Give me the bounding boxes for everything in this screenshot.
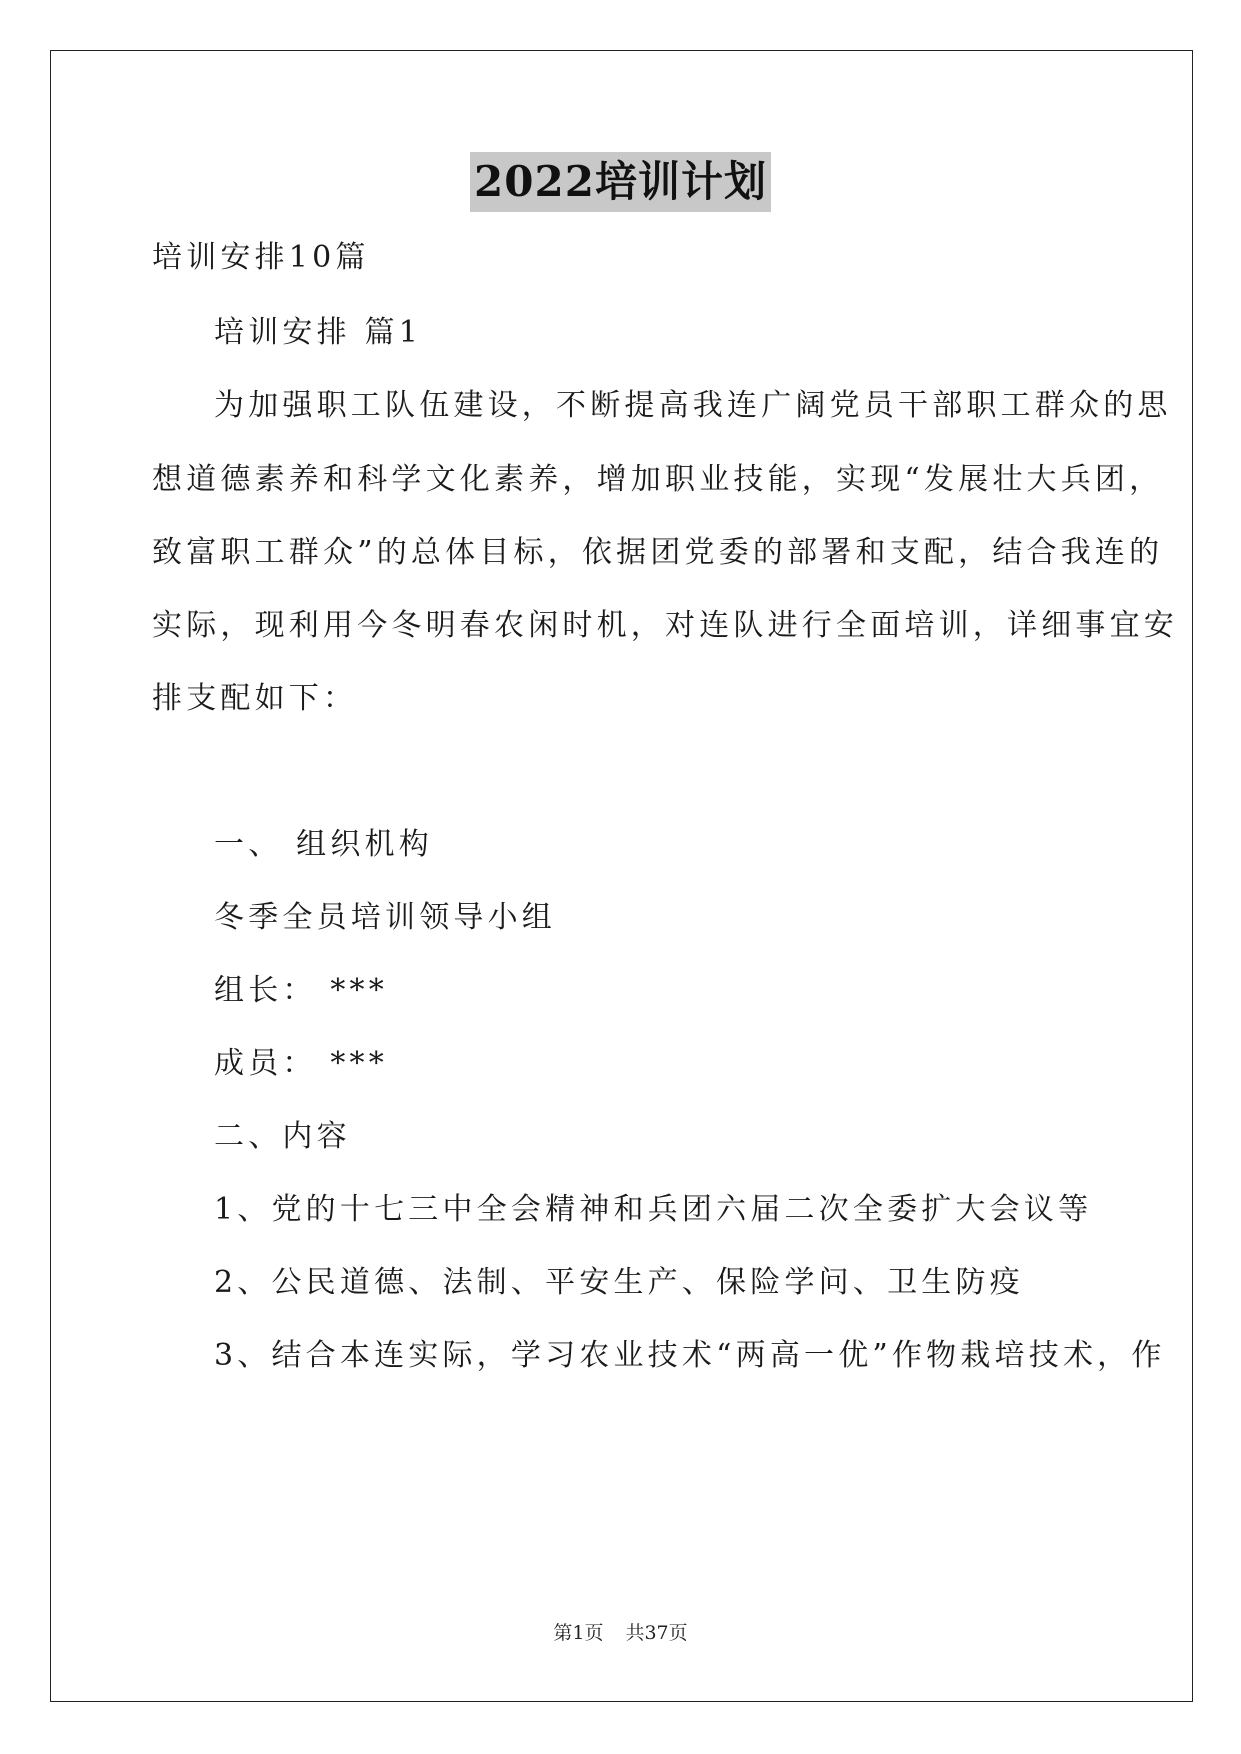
page-footer xyxy=(0,1621,1241,1645)
paragraph-line: 实际，现利用今冬明春农闲时机，对连队进行全面培训，详细事宜安 xyxy=(152,608,1178,643)
paragraph-line: 为加强职工队伍建设，不断提高我连广阔党员干部职工群众的思 xyxy=(214,388,1172,423)
section-heading: 一、 组织机构 xyxy=(214,827,433,862)
page-border xyxy=(50,50,1193,1702)
paragraph-line: 致富职工群众”的总体目标，依据团党委的部署和支配，结合我连的 xyxy=(152,535,1164,570)
paragraph-line: 冬季全员培训领导小组 xyxy=(214,900,556,935)
paragraph-line: 组长： *** xyxy=(214,973,388,1008)
list-item: 3、结合本连实际，学习农业技术“两高一优”作物栽培技术，作 xyxy=(214,1338,1166,1373)
page-total: 共37页 xyxy=(625,1622,688,1644)
doc-subtitle: 培训安排10篇 xyxy=(152,240,370,275)
title-container xyxy=(0,152,1241,212)
section-heading: 培训安排 篇1 xyxy=(214,315,423,350)
list-item: 2、公民道德、法制、平安生产、保险学问、卫生防疫 xyxy=(214,1265,1024,1300)
paragraph-line: 成员： *** xyxy=(214,1046,388,1081)
list-item: 1、党的十七三中全会精神和兵团六届二次全委扩大会议等 xyxy=(214,1192,1093,1227)
document-title: 2022培训计划 xyxy=(470,152,771,212)
page-number: 第1页 xyxy=(553,1622,604,1644)
paragraph-line: 排支配如下： xyxy=(152,681,358,716)
paragraph-line: 想道德素养和科学文化素养，增加职业技能，实现“发展壮大兵团， xyxy=(152,462,1164,497)
section-heading: 二、内容 xyxy=(214,1119,351,1154)
